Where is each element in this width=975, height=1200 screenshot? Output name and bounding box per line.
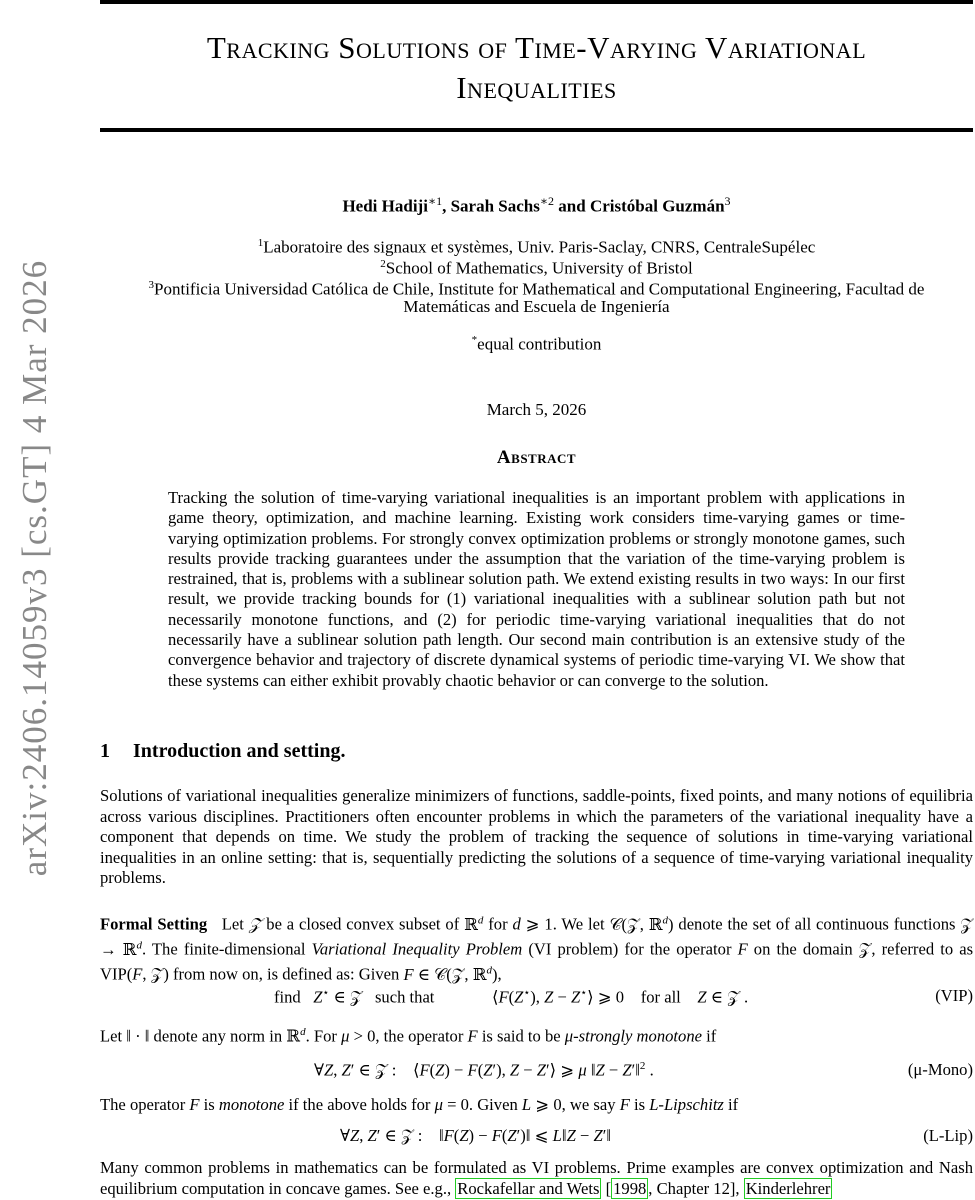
affiliation: $^2$School of Mathematics, University of Bristol (380, 258, 693, 278)
formal-setting-paragraph: Formal Setting Let 𝒵 be a closed convex subset of ℝ$^d$ for d ⩾ 1. We let 𝒞(𝒵, ℝ$^d$) denote the set of all continuous functions 𝒵 → ℝ$^d$. The finite-dimensional Variational Inequality Problem (VI problem) for the operator F on the domain 𝒵, referred to as VIP(F, 𝒵) from now on, is defined as: Given F ∈ 𝒞(𝒵, ℝ$^d$), (100, 914, 974, 984)
paper-title (100, 28, 973, 108)
citation-link[interactable]: Kinderlehrer (745, 1178, 831, 1198)
equation-tag: (VIP) (935, 986, 973, 1005)
title-line-1: Tracking Solutions of Time-Varying Variational (206, 30, 867, 65)
intro-paragraph: Solutions of variational inequalities generalize minimizers of functions, saddle-points, fixed points, and many notions of equilibria across various disciplines. Practitioners often encounter problems in which the parameters of the variational inequality have a component that depends on time. We study the problem of tracking the sequence of solutions in time-varying variational inequalities in an online setting: that is, sequentially predicting the solutions of a sequence of time-varying variational inequality problems. (100, 786, 973, 888)
author-sup: ∗1 (427, 194, 443, 208)
citation-year-link[interactable]: 1998 (613, 1178, 647, 1198)
affiliation: $^3$Pontificia Universidad Católica de Chile, Institute for Mathematical and Computational Engineering, Facultad de (148, 279, 925, 299)
author-sup: ∗2 (539, 194, 555, 208)
equation-tag: (L-Lip) (923, 1126, 973, 1145)
author-name: Sarah Sachs (450, 196, 540, 216)
abstract-heading: Abstract (496, 447, 577, 468)
author-list: Hedi Hadiji$^{∗1}$, Sarah Sachs$^{∗2}$ and Cristóbal Guzmán$^3$ (342, 194, 731, 216)
affiliation: $^1$Laboratoire des signaux et systèmes, Univ. Paris-Saclay, CNRS, CentraleSupélec (257, 237, 816, 257)
norm-paragraph: Let ‖ · ‖ denote any norm in ℝ$^d$. For μ > 0, the operator F is said to be μ-strongly monotone if (100, 1026, 717, 1046)
equal-contribution-note: *equal contribution (471, 334, 602, 354)
monotone-paragraph: The operator F is monotone if the above holds for μ = 0. Given L ⩾ 0, we say F is L-Lipschitz if (100, 1095, 739, 1114)
equation-lip: ∀Z, Z′ ∈ 𝒵 : ‖F(Z) − F(Z′)‖ ⩽ L‖Z − Z′‖ (L-Lip) (340, 1126, 973, 1145)
abstract-body: Tracking the solution of time-varying variational inequalities is an important problem with applications in game theory, optimization, and machine learning. Existing work considers time-varying games or time-varying optimization problems. For strongly convex optimization problems or strongly monotone games, such results provide tracking guarantees under the assumption that the variation of the time-varying problem is restrained, that is, problems with a sublinear solution path. We extend existing results in two ways: In our first result, we provide tracking bounds for (1) variational inequalities with a sublinear solution path but not necessarily monotone functions, and (2) for periodic time-varying variational inequalities that do not necessarily have a sublinear solution path length. Our second main contribution is an extensive study of the convergence behavior and trajectory of discrete dynamical systems of periodic time-varying VI. We show that these systems can either exhibit provably chaotic behavior or can converge to the solution. (168, 488, 905, 690)
citation-link[interactable]: Rockafellar and Wets (457, 1178, 600, 1198)
affiliation: Matemáticas and Escuela de Ingeniería (403, 297, 670, 316)
section-number: 1 (100, 740, 110, 762)
equation-mono: ∀Z, Z′ ∈ 𝒵 : ⟨F(Z) − F(Z′), Z − Z′⟩ ⩾ μ ‖Z − Z′‖$^2$ . (μ-Mono) (314, 1060, 973, 1080)
title-bottom-rule (100, 128, 973, 132)
equation-vip: find Z⋆ ∈ 𝒵 such that ⟨F(Z⋆), Z − Z⋆⟩ ⩾ 0 for all Z ∈ 𝒵 . (VIP) (274, 986, 973, 1007)
section-heading (100, 740, 345, 763)
final-paragraph: Many common problems in mathematics can be formulated as VI problems. Prime examples are convex optimization and Nash equilibrium computation in concave games. See e.g., Rockafellar and Wets [ 1998 , Chapter 12], Kinderlehrer (100, 1158, 973, 1198)
author-sup: 3 (724, 194, 731, 208)
equation-tag: (μ-Mono) (907, 1060, 973, 1079)
author-name: Cristóbal Guzmán (589, 196, 725, 216)
arxiv-identifier: arXiv:2406.14059v3 [cs.GT] 4 Mar 2026 (15, 259, 54, 877)
top-rule (100, 0, 973, 4)
paper-date: March 5, 2026 (486, 400, 587, 419)
author-name: Hedi Hadiji (342, 196, 428, 216)
title-line-2: Inequalities (456, 70, 617, 105)
formal-setting-heading: Formal Setting (100, 914, 208, 934)
section-title: Introduction and setting. (133, 740, 346, 762)
